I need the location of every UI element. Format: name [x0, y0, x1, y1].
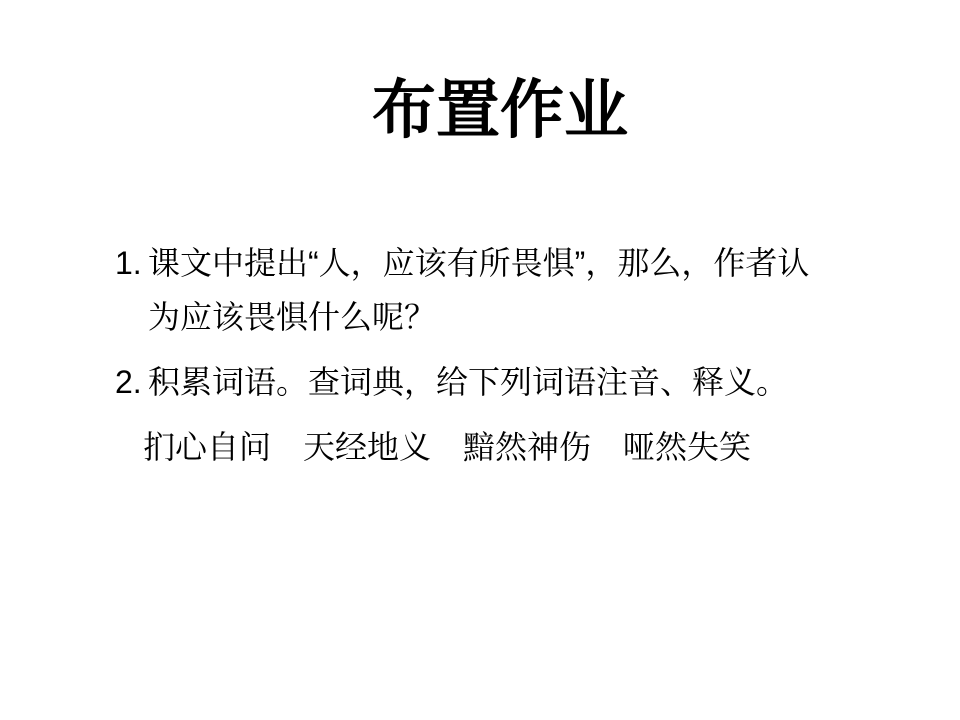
slide-body: [115, 236, 895, 474]
item-text-line: 为应该畏惧什么呢？: [148, 299, 437, 335]
list-item: [115, 355, 895, 409]
item-text-line: 积累词语。查词典，给下列词语注音、释义。: [148, 364, 789, 400]
item-text: [148, 355, 895, 409]
item-text: [148, 236, 895, 344]
word-list: 扪心自问 天经地义 黯然神伤 哑然失笑: [143, 429, 752, 465]
item-text-line: 课文中提出“人，应该有所畏惧”，那么，作者认: [148, 245, 810, 281]
item-number: 2.: [115, 364, 142, 400]
item-number: 1.: [115, 245, 142, 281]
slide-title: 布置作业: [372, 74, 628, 146]
list-item: [115, 236, 895, 344]
